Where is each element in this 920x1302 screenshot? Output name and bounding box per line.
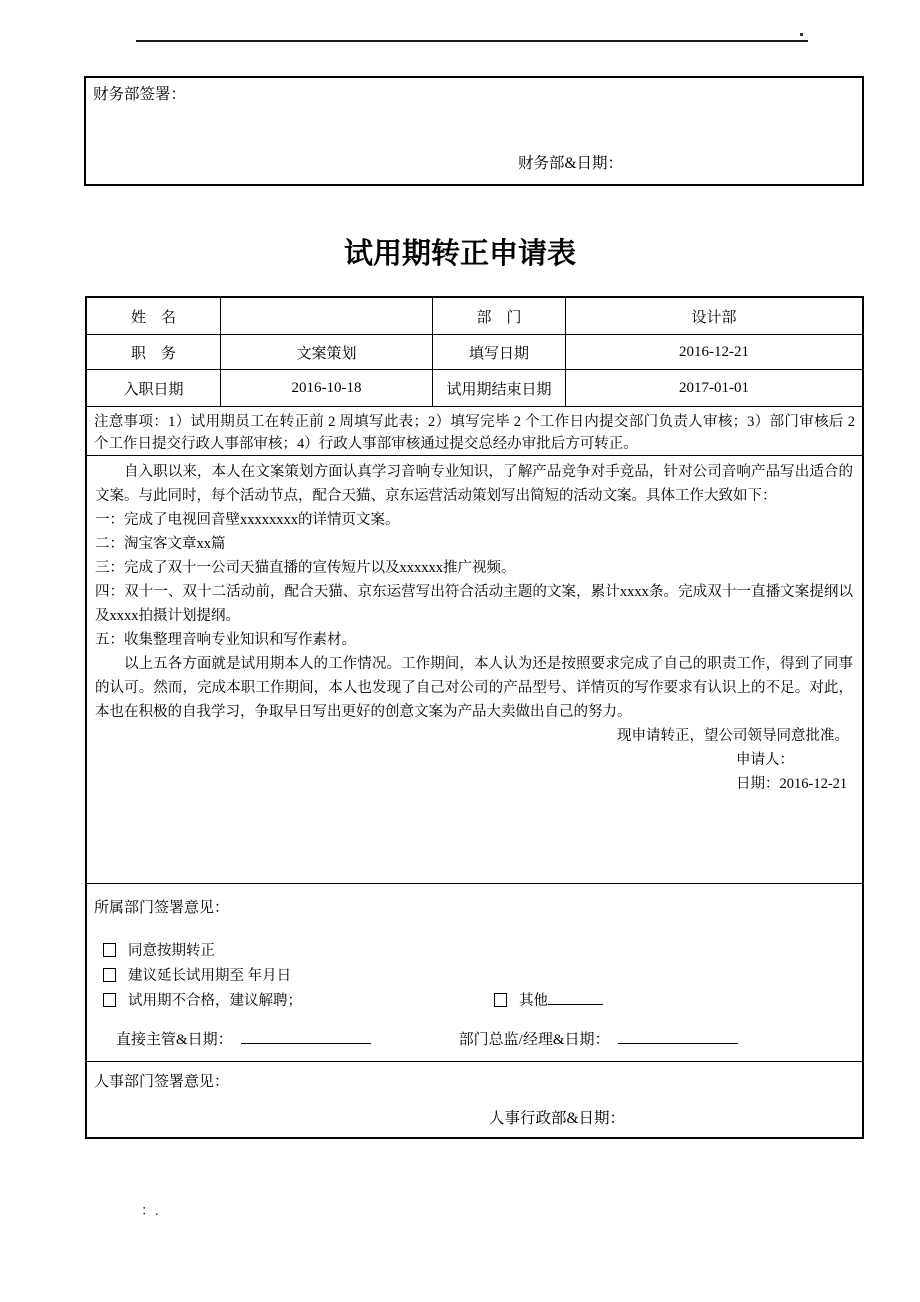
application-form-table [85,296,864,1139]
stray-dot [800,33,803,36]
applicant-label: 申请人： [736,752,794,768]
supervisor-fill-line[interactable] [241,1029,371,1044]
checkbox-other-icon[interactable] [494,993,507,1007]
self-report-item-4: 四：双十一、双十二活动前，配合天猫、京东运营写出符合活动主题的文案，累计xxxx条。完成双十一直播文案提纲以及xxxx拍摄计划提纲。 [95,584,853,624]
finance-date-label: 财务部&日期： [518,155,624,172]
option-extend-probation [103,964,854,989]
notes-row [87,407,862,456]
regularization-request-line: 现申请转正，望公司领导同意批准。 [617,728,849,744]
manager-group [459,1032,738,1048]
department-sign-line [94,1028,854,1049]
probation-end-label-cell: 试用期结束日期 [433,370,566,407]
finance-signature-box [84,76,864,186]
department-opinion-title: 所属部门签署意见： [94,900,230,916]
applicant-date-line: 日期：2016-12-21 [736,776,848,792]
page-title: 试用期转正申请表 [343,238,576,270]
self-report-paragraph-1: 自入职以来，本人在文案策划方面认真学习音响专业知识，了解产品竞争对手竞品，针对公司音响产品写出适合的文案。与此同时，每个活动节点，配合天猫、京东运营活动策划写出简短的活动文案。具体工作大致如下： [95,464,853,504]
option-probation-fail [103,989,854,1014]
opinion-options [103,939,854,1014]
applicant-block [736,748,853,796]
fill-date-label-cell: 填写日期 [433,335,566,370]
hr-admin-date-label: 人事行政部&日期： [489,1110,626,1127]
position-label-cell: 职 务 [87,335,221,370]
checkbox-fail-icon[interactable] [103,993,116,1007]
hire-date-value-cell: 2016-10-18 [221,370,433,407]
notes-text: 注意事项：1）试用期员工在转正前 2 周填写此表；2）填写完毕 2 个工作日内提交部门负责人审核；3）部门审核后 2 个工作日提交行政人事部审核；4）行政人事部审核通过提交总经办审批后方可转正。 [94,414,855,452]
stray-bottom-mark: ：. [141,1204,159,1219]
hr-opinion-section [87,1062,862,1137]
checkbox-agree-icon[interactable] [103,943,116,957]
finance-sign-label: 财务部签署： [93,86,187,103]
option-fail-label: 试用期不合格，建议解聘； [128,993,302,1009]
manager-date-label: 部门总监/经理&日期： [458,1032,610,1048]
self-report-item-5: 五：收集整理音响专业知识和写作素材。 [95,632,356,648]
self-report-item-2: 二：淘宝客文章xx篇 [95,536,226,552]
name-label-cell: 姓 名 [87,298,221,335]
department-value-cell: 设计部 [566,298,862,335]
option-agree-label: 同意按期转正 [128,943,215,959]
hr-opinion-title: 人事部门签署意见： [94,1074,230,1090]
other-fill-line[interactable] [548,990,603,1005]
top-horizontal-rule [136,40,808,42]
option-other [494,989,603,1014]
self-report-paragraph-2: 以上五各方面就是试用期本人的工作情况。工作期间，本人认为还是按照要求完成了自己的职责工作，得到了同事的认可。然而，完成本职工作期间，本人也发现了自己对公司的产品型号、详情页的写作要求有认识上的不足。对此，本也在积极的自我学习，争取早日写出更好的创意文案为产品大卖做出自己的努力。 [95,656,853,720]
name-value-cell[interactable] [221,298,433,335]
probation-end-value-cell: 2017-01-01 [566,370,862,407]
hire-date-label-cell: 入职日期 [87,370,221,407]
self-report-item-3: 三：完成了双十一公司天猫直播的宣传短片以及xxxxxx推广视频。 [95,560,516,576]
fill-date-value-cell: 2016-12-21 [566,335,862,370]
checkbox-extend-icon[interactable] [103,968,116,982]
option-other-label: 其他 [519,993,548,1009]
position-value-cell: 文案策划 [221,335,433,370]
supervisor-date-label: 直接主管&日期： [116,1032,233,1048]
option-extend-label: 建议延长试用期至 年月日 [128,968,292,984]
department-opinion-section [87,884,862,1062]
department-label-cell: 部 门 [433,298,566,335]
info-grid [87,298,862,407]
self-report-cell [87,456,862,884]
self-report-item-1: 一：完成了电视回音壁xxxxxxxx的详情页文案。 [95,512,400,528]
option-agree-regularization [103,939,854,964]
manager-fill-line[interactable] [618,1029,738,1044]
